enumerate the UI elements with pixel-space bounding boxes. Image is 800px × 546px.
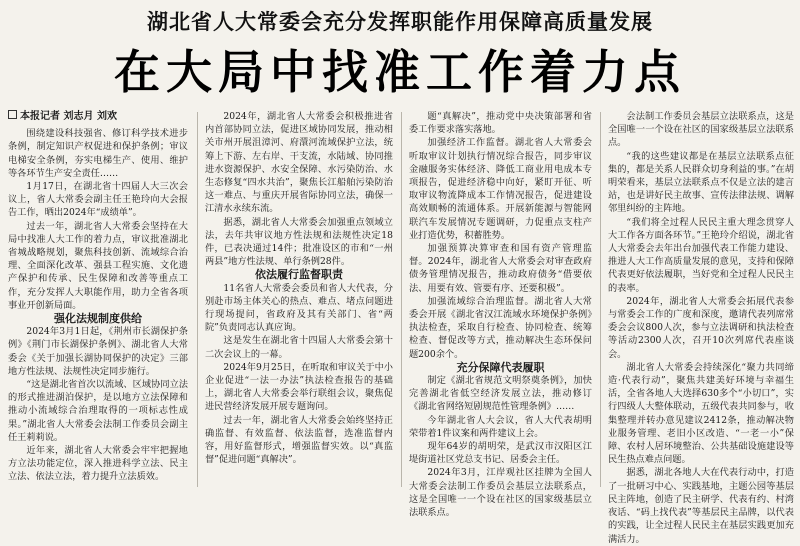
paragraph: 据悉，湖北各地人大在代表行动中，打造了一批研习中心、实践基地，主题公园等基层民主阵地，创造了民主研学、代表有约、村湾夜话、“码上找代表”等基层民主品牌，以代表的实践，让全过程人民民主在基层实践更加充满活力。 (608, 467, 794, 545)
paragraph: 2024年3月1日起，《荆州市长湖保护条例》《荆门市长湖保护条例》、湖北省人大常委会《关于加强长湖协同保护的决定》三部地方性法规、法规性决定同步施行。 (8, 326, 188, 377)
section-heading: 强化法规制度供给 (54, 312, 142, 326)
paragraph: 2024年，湖北省人大常委会拓展代表参与常委会工作的广度和深度，邀请代表列席常委会会议800人次，参与立法调研和执法检查等活动2300人次，召开10次列席代表座谈会。 (608, 295, 794, 360)
article-column-1 (8, 110, 188, 489)
paragraph: 围绕建设科技强省、修订科学技术进步条例，制定知识产权促进和保护条例；审议电梯安全条例，夯实电梯生产、使用、维护等各环节生产安全责任…… (8, 128, 188, 179)
paragraph: “我的这些建议都是在基层立法联系点征集的，都是关系人民群众切身利益的事。”在胡明荣看来，基层立法联系点不仅是立法的建言站，也是讲好民主故事、宣传法律法规、调解邻里纠纷的主阵地。 (608, 150, 794, 215)
paragraph: 过去一年，湖北省人大常委会始终坚持正确监督、有效监督、依法监督，选准监督内容，用好监督形式，增强监督实效。以“真监督”促进问题“真解决”。 (205, 414, 393, 466)
paragraph: 制定《湖北省规范文明祭奠条例》，加快完善湖北省低空经济发展立法，推动修订《湖北省网络短剧规范性管理条例》…… (409, 375, 592, 413)
paragraph: 会法制工作委员会基层立法联系点，这是全国唯一一个设在社区的国家级基层立法联系点。 (608, 111, 794, 149)
paragraph: 近年来，湖北省人大常委会牢牢把握地方立法功能定位，深入推进科学立法、民主立法、依法立法，着力提升立法质效。 (8, 445, 188, 483)
section-heading: 充分保障代表履职 (456, 360, 545, 374)
paragraph: “我们将全过程人民民主重大理念贯穿人大工作各方面各环节。”王艳玲介绍说，湖北省人大常委会去年出台加强代表工作能力建设、推进人大工作高质量发展的意见，支持和保障代表更好依法履职，当好党和全过程人民民主的表率。 (608, 216, 794, 294)
paragraph: 11名省人大常委会委员和省人大代表，分别赴市场主体关心的热点、难点、堵点问题进行现场提问，省政府及其有关部门、省“两院”负责同志认真应询。 (205, 282, 393, 334)
paragraph: 2024年9月25日，在听取和审议关于中小企业促进“一法一办法”执法检查报告的基础上，湖北省人大常委会举行联组会议，聚焦促进民营经济发展开展专题询问。 (205, 361, 393, 413)
paragraph: 加强流域综合治理监督。湖北省人大常委会开展《湖北省汉江流域水环境保护条例》执法检查，采取自行检查、协同检查、统筹检查、督促改等方式，推动解决生态环保问题200余个。 (409, 295, 592, 360)
page-title: 在大局中找准工作着力点 (114, 45, 686, 99)
paragraph: 1月17日，在湖北省十四届人大三次会议上，省人大常委会副主任王艳玲向大会报告工作，晒出2024年“成绩单”。 (8, 181, 188, 219)
byline-box-icon (8, 110, 17, 119)
paragraph: 题“真解决”，推动党中央决策部署和省委工作要求落实落地。 (409, 111, 592, 136)
column-divider (401, 112, 402, 487)
section-heading: 依法履行监督职责 (255, 268, 343, 282)
column-divider (197, 112, 198, 487)
paragraph: 今年湖北省人大会议，省人大代表胡明荣带着1件议案和两件建议上会。 (409, 414, 592, 439)
article-column-2 (205, 110, 393, 489)
column-divider (600, 112, 601, 487)
article-column-3 (409, 110, 592, 519)
paragraph: 湖北省人大常委会持续深化“聚力共同缔造·代表行动”，聚焦共建美好环境与幸福生活，全省各地人大选择630多个“小切口”，实行四级人大整体联动，五级代表共同参与，收集整理并转办意见建议2412条，推动解决物业服务管理、老旧小区改造、“一老一小”保障、农村人居环境整治、公共基础设施建设等民生热点难点问题。 (608, 361, 794, 466)
paragraph: 据悉，湖北省人大常委会加强重点领域立法，去年共审议地方性法规和法规性决定18件，已表决通过14件；批准设区的市和“一州两县”地方性法规、单行条例28件。 (205, 216, 393, 268)
paragraph: 2024年，湖北省人大常委会积极推进省内首部协同立法，促进区域协同发展，推动相关市州开展沮漳河、府澴河流域保护立法，统筹上下游、左右岸、干支流，水陆域、协同推进水资源保护、水安全保障、水污染防治、水生态修复“四水共治”，聚焦长江船舶污染防治这一难点、与重庆开展省际协同立法，确保一江清水永续东流。 (205, 111, 393, 215)
paragraph: 加强经济工作监督。湖北省人大常委会听取审议计划执行情况综合报告，同步审议金融服务实体经济、降低工商业用电成本专项报告，促进经济稳中向好，紧盯开征、听取审议物流降成本工作情况报告，促进建设高效顺畅的流通体系。开展新能源与智能网联汽车发展情况专题调研，力促重点支柱产业打造优势，积蓄胜势。 (409, 137, 592, 241)
paragraph: 过去一年，湖北省人大常委会坚持在大局中找准人大工作的着力点，审议批准湖北省城战略规划，聚焦科技创新、流域综合治理、全面深化改革、强县工程实施、文化遗产保护和传承、民生保障和改善等重点工作，充分发挥人大职能作用，助力全省各项事业开创新局面。 (8, 220, 188, 311)
subtitle: 湖北省人大常委会充分发挥职能作用保障高质量发展 (147, 10, 653, 34)
paragraph: 这是发生在湖北省十四届人大常委会第十二次会议上的一幕。 (205, 335, 393, 360)
article-column-4 (608, 110, 794, 545)
paragraph: 现年64岁的胡明荣，是武汉市汉阳区江堤街道社区党总支书记、居委会主任。 (409, 441, 592, 466)
paragraph: 2024年3月，江岸观社区挂牌为全国人大常委会法制工作委员会基层立法联系点，这是全国唯一一个设在社区的国家级基层立法联系点。 (409, 467, 592, 519)
paragraph: “这是湖北省首次以流域、区域协同立法的形式推进湖泊保护，是以地方立法保障和推动小流域综合治理取得的一项标志性成果。”湖北省人大常委会法制工作委员会副主任王莉莉说。 (8, 379, 188, 443)
byline: 本报记者 刘志月 刘欢 (8, 110, 188, 123)
paragraph: 加强预算决算审查和国有资产管理监督。2024年，湖北省人大常委会对审查政府债务管理情况报告，推动政府债务“借要依法、用要有效、管要有序、还要积极”。 (409, 243, 592, 294)
